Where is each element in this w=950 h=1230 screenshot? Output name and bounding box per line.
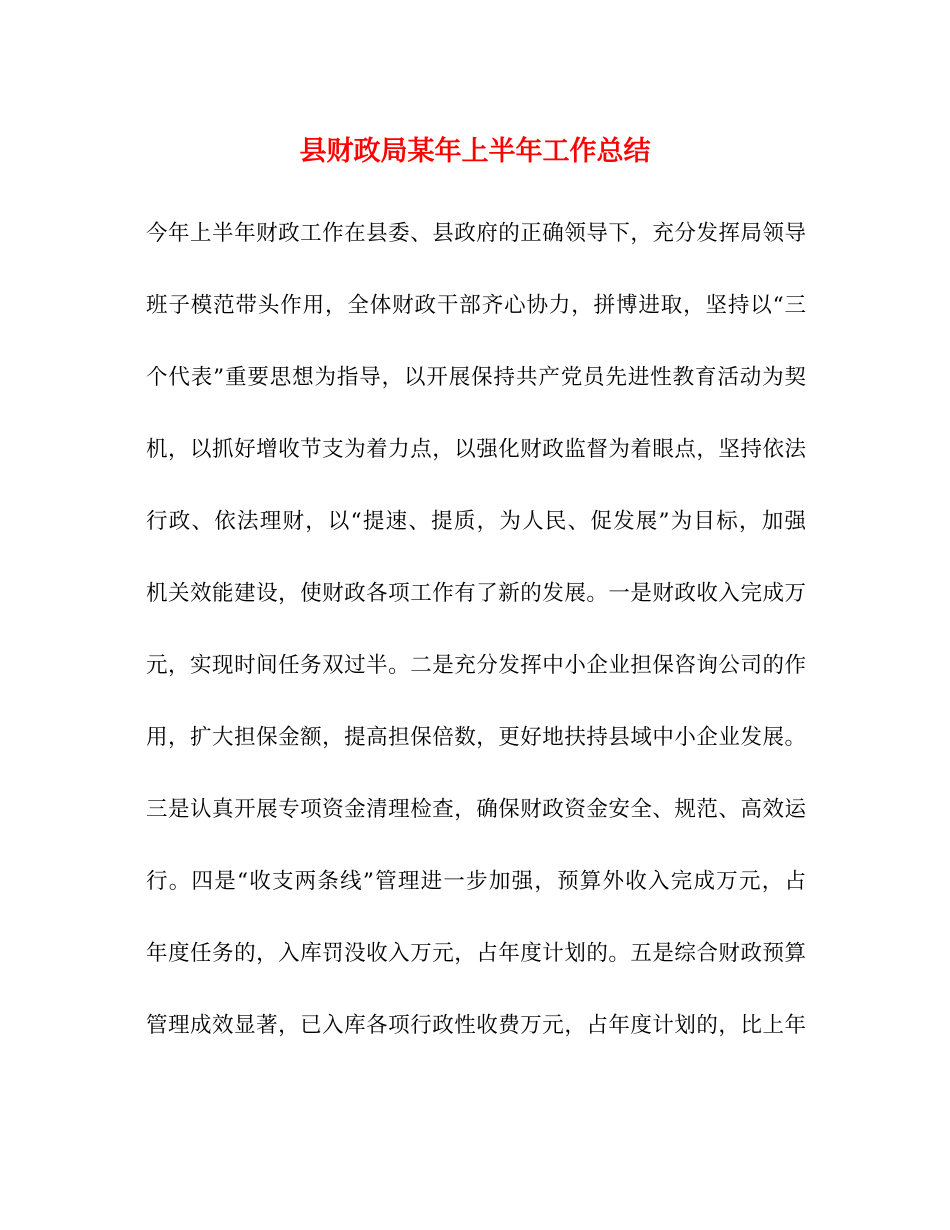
body-line: 年度任务的，入库罚没收入万元，占年度计划的。五是综合财政预算: [146, 941, 806, 966]
body-line: 机关效能建设，使财政各项工作有了新的发展。一是财政收入完成万: [146, 581, 806, 606]
document-title: 县财政局某年上半年工作总结: [299, 136, 651, 167]
body-line: 班子模范带头作用，全体财政干部齐心协力，拼博进取，坚持以“三: [146, 293, 806, 318]
body-line: 行政、依法理财，以“提速、提质，为人民、促发展”为目标，加强: [146, 509, 806, 534]
body-line: 行。四是“收支两条线”管理进一步加强，预算外收入完成万元，占: [146, 869, 806, 894]
body-line: 管理成效显著，已入库各项行政性收费万元，占年度计划的，比上年: [146, 1013, 806, 1038]
body-line: 个代表”重要思想为指导，以开展保持共产党员先进性教育活动为契: [146, 365, 806, 390]
body-line: 今年上半年财政工作在县委、县政府的正确领导下，充分发挥局领导: [146, 221, 806, 246]
body-line: 用，扩大担保金额，提高担保倍数，更好地扶持县域中小企业发展。: [146, 725, 806, 750]
body-line: 元，实现时间任务双过半。二是充分发挥中小企业担保咨询公司的作: [146, 653, 806, 678]
body-line: 三是认真开展专项资金清理检查，确保财政资金安全、规范、高效运: [146, 797, 806, 822]
body-line: 机，以抓好增收节支为着力点，以强化财政监督为着眼点，坚持依法: [146, 437, 806, 462]
document-body: [146, 216, 806, 1080]
